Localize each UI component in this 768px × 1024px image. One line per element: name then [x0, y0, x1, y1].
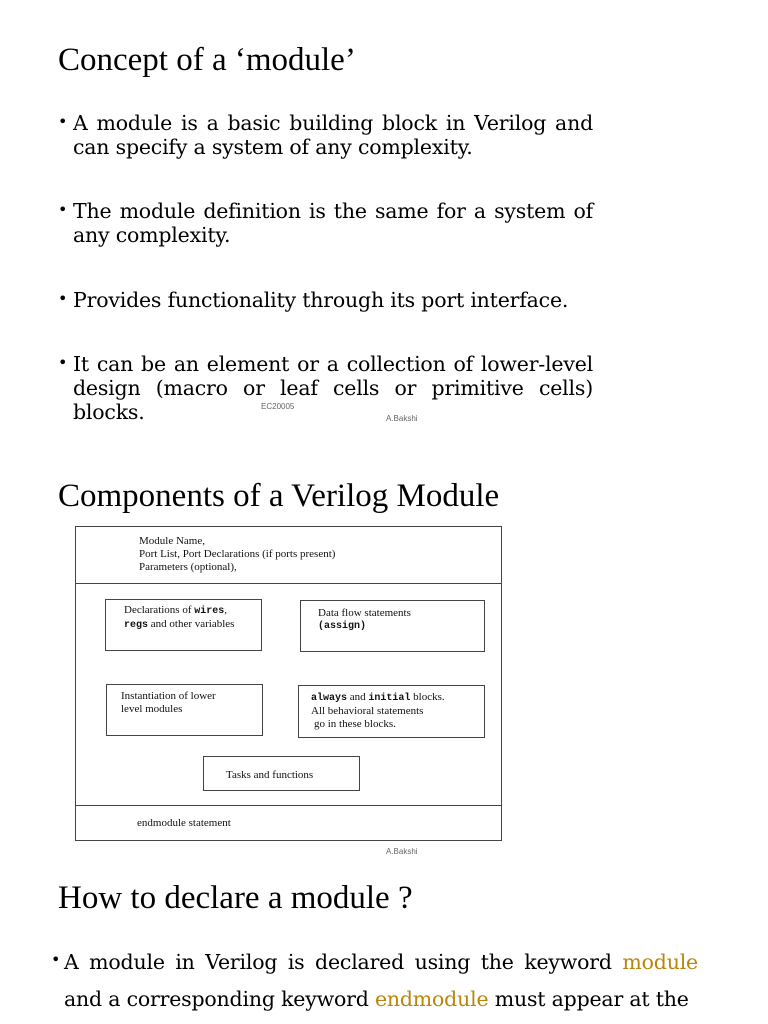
- regs-keyword: regs: [124, 620, 149, 631]
- declarations-text-3: and other variables: [148, 618, 235, 630]
- slide1-bullet-2: • The module definition is the same for a system of any complexity.: [58, 199, 593, 247]
- behavioral-box: [298, 685, 485, 738]
- slide1-bullet-4: • It can be an element or a collection of lower-level design (macro or leaf cells or primitive cells) blocks.: [58, 352, 593, 424]
- assign-keyword: (assign): [318, 621, 367, 632]
- initial-keyword: initial: [368, 693, 411, 704]
- parameters-line: Parameters (optional),: [139, 561, 237, 573]
- module-header-text: [139, 535, 335, 574]
- behavioral-text-2: blocks.: [410, 691, 445, 703]
- behavioral-line-3: go in these blocks.: [314, 718, 396, 730]
- diagram-bottom-divider: [76, 805, 501, 806]
- slide3-text-2: and a corresponding keyword: [64, 987, 375, 1011]
- declarations-box: [105, 599, 262, 651]
- slide3-text-1: A module in Verilog is declared using the keyword: [64, 950, 623, 974]
- slide2-author: A.Bakshi: [386, 847, 418, 856]
- instantiation-box: [106, 684, 263, 736]
- dataflow-text: Data flow statements: [318, 607, 411, 619]
- slide1-bullet-3: • Provides functionality through its port interface.: [58, 288, 593, 312]
- endmodule-keyword: endmodule: [374, 987, 489, 1011]
- slide1-bullet-1: • A module is a basic building block in Verilog and can specify a system of any complexity.: [58, 111, 593, 159]
- module-keyword: module: [622, 950, 698, 974]
- behavioral-line-2: All behavioral statements: [311, 705, 424, 717]
- wires-keyword: wires: [194, 606, 225, 617]
- slide1-bullet-list: [58, 111, 593, 424]
- slide3-text-3: must appear at the: [488, 987, 689, 1011]
- slide3-bullet: [51, 944, 698, 1018]
- slide1-title: Concept of a ‘module’: [58, 42, 356, 78]
- declarations-text-1: Declarations of: [124, 604, 195, 616]
- endmodule-text: endmodule statement: [137, 817, 231, 829]
- port-list-line: Port List, Port Declarations (if ports present): [139, 548, 336, 560]
- slide1-course-code: EC20005: [261, 402, 295, 411]
- always-keyword: always: [311, 693, 348, 704]
- declarations-text-2: ,: [224, 604, 228, 616]
- instantiation-line-2: level modules: [121, 703, 183, 715]
- tasks-box: [203, 756, 360, 791]
- slide3-title: How to declare a module ?: [58, 880, 413, 916]
- dataflow-box: [300, 600, 485, 652]
- module-diagram: [75, 526, 502, 841]
- instantiation-line-1: Instantiation of lower: [121, 690, 216, 702]
- diagram-top-divider: [76, 583, 501, 584]
- tasks-text: Tasks and functions: [226, 769, 314, 781]
- slide2-title: Components of a Verilog Module: [58, 478, 500, 514]
- module-name-line: Module Name,: [139, 535, 205, 547]
- behavioral-text-1: and: [347, 691, 369, 703]
- slide1-author: A.Bakshi: [386, 414, 418, 423]
